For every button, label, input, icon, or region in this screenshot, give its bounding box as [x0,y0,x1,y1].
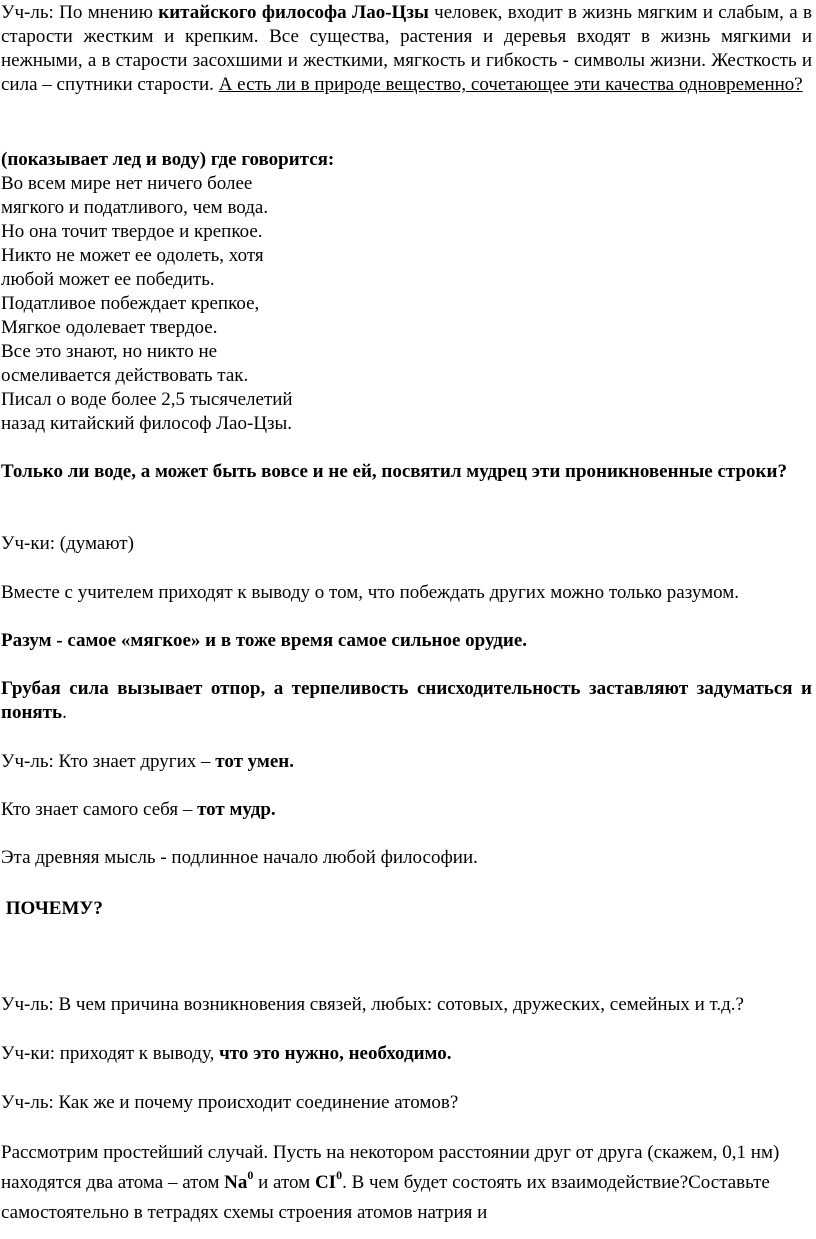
students-conclude [1,1042,812,1066]
reason-statement: Разум - самое «мягкое» и в тоже время самое сильное орудие. [1,630,528,651]
poem-line: Писал о воде более 2,5 тысячелетий [1,389,293,410]
poem-line: любой может ее победить. [1,269,215,290]
poem-line: Никто не может ее одолеть, хотя [1,245,264,266]
sodium-symbol: Na [224,1172,248,1193]
intro-paragraph [1,1,812,97]
atoms-question: Уч-ль: Как же и почему происходит соединение атомов? [1,1092,459,1113]
students-think: Уч-ки: (думают) [1,533,134,554]
intro-text: человек, входит в жизнь мягким и слабым, а в старости жестким и крепким. Все существа, растения и деревья входят в жизнь мягкими и нежными, а в старости засохшими и жесткими, мягкость и гибкость - символы жизни. Жесткость и сила – спутники старости. [1,2,812,95]
poem-line: осмеливается действовать так. [1,365,249,386]
force-dot: . [62,702,67,723]
poem-line: Мягкое одолевает твердое. [1,317,218,338]
poem-line: назад китайский философ Лао-Цзы. [1,413,293,434]
philosopher-name: китайского философа Лао-Цзы [158,2,429,23]
students-conclude-lead: Уч-ки: приходят к выводу, [1,1043,220,1064]
demo-heading: (показывает лед и воду) где говорится: [1,149,335,170]
ancient-thought: Эта древняя мысль - подлинное начало любой философии. [1,847,478,868]
atoms-text-b: и атом [253,1172,315,1193]
who-others-lead: Уч-ль: Кто знает других – [1,751,216,772]
who-knows-others [1,750,812,774]
poem-line: мягкого и податливого, чем вода. [1,197,269,218]
poem-line: Во всем мире нет ничего более [1,173,253,194]
sodium-charge: 0 [247,1167,254,1182]
intro-question: А есть ли в природе вещество, сочетающее эти качества одновременно? [218,74,803,95]
intro-lead: Уч-ль: По мнению [1,2,159,23]
atoms-text-c: . В чем будет состоять их взаимодействие?Составьте самостоятельно в тетрадях схемы строения атомов натрия и [1,1172,770,1223]
atoms-paragraph [1,1138,812,1228]
atoms-text-a: Рассмотрим простейший случай. Пусть на некотором расстоянии друг от друга (скажем, 0,1 нм) находятся два атома – атом [1,1142,780,1193]
poem-line: Податливое побеждает крепкое, [1,293,260,314]
students-conclude-bold: что это нужно, необходимо. [219,1043,452,1064]
who-others-bold: тот умен. [215,751,294,772]
force-text: Грубая сила вызывает отпор, а терпеливость снисходительность заставляют задуматься и понять [1,678,812,723]
why-heading: ПОЧЕМУ? [1,898,103,919]
force-paragraph [1,677,812,725]
poem-line: Но она точит твердое и крепкое. [1,221,263,242]
who-self-bold: тот мудр. [197,799,276,820]
water-question: Только ли воде, а может быть вовсе и не ей, посвятил мудрец эти проникновенные строки? [1,461,787,482]
chlorine-charge: 0 [336,1167,343,1182]
who-knows-self [1,798,812,822]
conclusion-text: Вместе с учителем приходят к выводу о том, что побеждать других можно только разумом. [1,582,740,603]
poem [1,172,812,436]
chlorine-symbol: CI [314,1172,337,1193]
who-self-lead: Кто знает самого себя – [1,799,198,820]
reason-links-question: Уч-ль: В чем причина возникновения связей, любых: сотовых, дружеских, семейных и т.д.? [1,994,744,1015]
poem-line: Все это знают, но никто не [1,341,218,362]
